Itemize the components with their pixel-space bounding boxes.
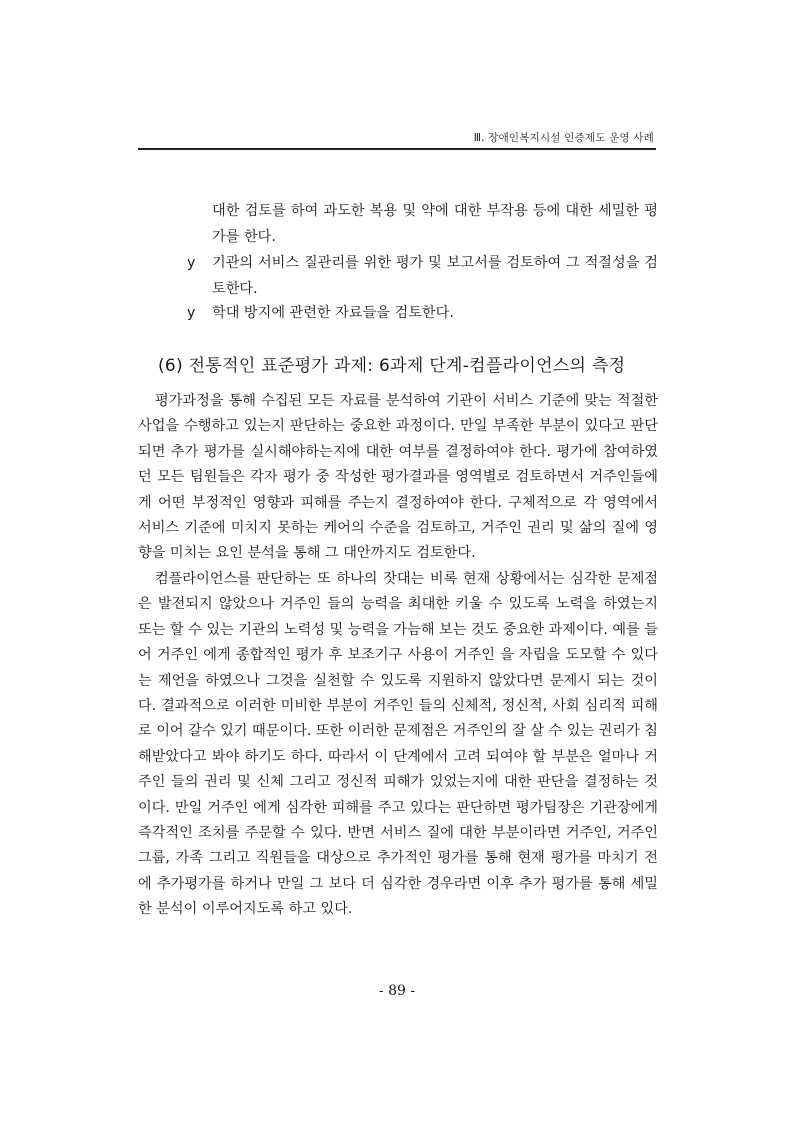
bullet-marker: y: [187, 305, 196, 321]
section-heading: (6) 전통적인 표준평가 과제: 6과제 단계-컴플라이언스의 측정: [158, 356, 626, 376]
body-paragraph: 평가과정을 통해 수집된 모든 자료를 분석하여 기관이 서비스 기준에 맞는 적절한 사업을 수행하고 있는지 판단하는 중요한 과정이다. 만일 부족한 부분이 있다고 판단되면 추가 평가를 실시해야하는지에 대한 여부를 결정하여야 한다. 평가에 참여하였던 모든 팀원들은 각자 평가 중 작성한 평가결과를 영역별로 검토하면서 거주인들에게 어떤 부정적인 영향과 피해를 주는지 결정하여야 한다. 구체적으로 각 영역에서 서비스 기준에 미치지 못하는 케어의 수준을 검토하고, 거주인 권리 및 삶의 질에 영향을 미치는 요인 분석을 통해 그 대안까지도 검토한다.: [138, 393, 658, 562]
header-title: Ⅲ. 장애인복지시설 인증제도 운영 사례: [473, 132, 654, 144]
body-paragraph: 컴플라이언스를 판단하는 또 하나의 잣대는 비록 현재 상황에서는 심각한 문제점은 발전되지 않았으나 거주인 들의 능력을 최대한 키울 수 있도록 노력을 하였는지 또는 할 수 있는 기관의 노력성 및 능력을 가늠해 보는 것도 중요한 과제이다. 예를 들어 거주인 에게 종합적인 평가 후 보조기구 사용이 거주인 을 자립을 도모할 수 있다는 제언을 하였으나 그것을 실천할 수 있도록 지원하지 않았다면 문제시 되는 것이다. 결과적으로 이러한 미비한 부분이 거주인 들의 신체적, 정신적, 사회 심리적 피해로 이어 갈수 있기 때문이다. 또한 이러한 문제점은 거주인의 잘 살 수 있는 권리가 침해받았다고 봐야 하기도 하다. 따라서 이 단계에서 고려 되여야 할 부분은 얼마나 거주인 들의 권리 및 신체 그리고 정신적 피해가 있었는지에 대한 판단을 결정하는 것이다. 만일 거주인 에게 심각한 피해를 주고 있다는 판단하면 평가팀장은 기관장에게 즉각적인 조치를 주문할 수 있다. 반면 서비스 질에 대한 부분이라면 거주인, 거주인 그룹, 가족 그리고 직원들을 대상으로 추가적인 평가를 통해 현재 평가를 마치기 전에 추가평가를 하거나 만일 그 보다 더 심각한 경우라면 이후 추가 평가를 통해 세밀한 분석이 이루어지도록 하고 있다.: [138, 571, 658, 918]
page-number: - 89 -: [378, 983, 416, 999]
bullet-text: 기관의 서비스 질관리를 위한 평가 및 보고서를 검토하여 그 적절성을 검토한다.: [212, 255, 658, 297]
bullet-marker: y: [187, 255, 196, 271]
bullet-text: 학대 방지에 관련한 자료들을 검토한다.: [212, 305, 454, 321]
continuation-text: 대한 검토를 하여 과도한 복용 및 약에 대한 부작용 등에 대한 세밀한 평가를 한다.: [212, 203, 658, 245]
running-header: [138, 126, 656, 150]
